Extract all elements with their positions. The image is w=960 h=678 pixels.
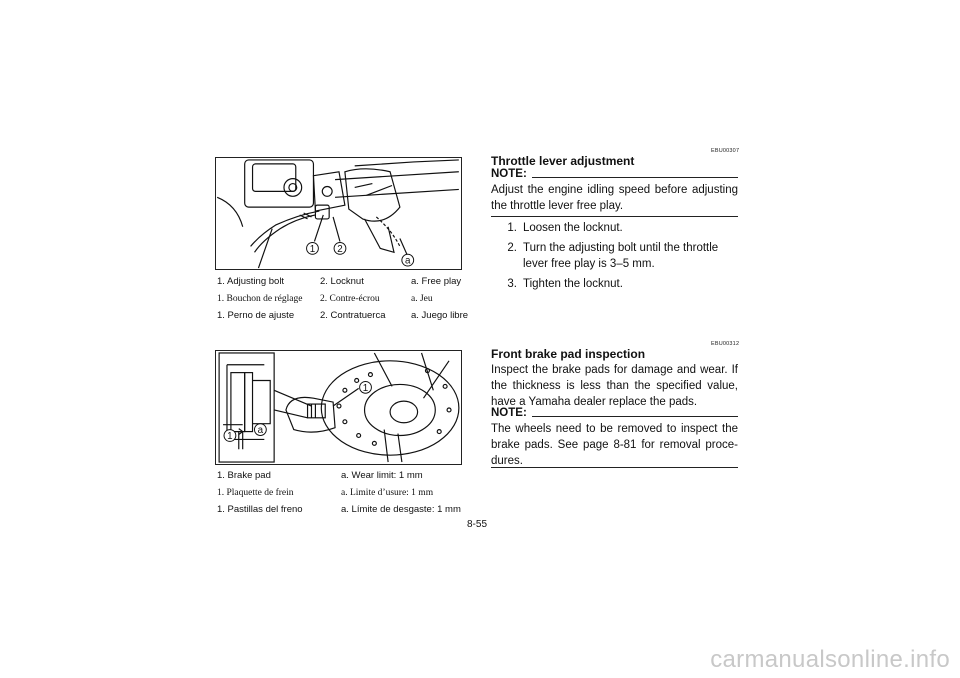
caption-row-en — [217, 273, 467, 290]
note-label: NOTE: — [491, 407, 527, 419]
step-number: 2. — [507, 242, 517, 254]
note-header — [491, 168, 738, 180]
throttle-lever-drawing — [216, 158, 461, 269]
step-number: 3. — [507, 278, 517, 290]
brake-pad-figure-caption — [217, 467, 467, 518]
step-item — [491, 220, 738, 236]
caption-item: a. Jeu — [411, 293, 433, 304]
section-code: EBU00312 — [711, 341, 740, 347]
caption-row-fr — [217, 484, 467, 501]
note-label: NOTE: — [491, 168, 527, 180]
caption-item: 1. Bouchon de réglage — [217, 293, 303, 304]
note-end-rule — [491, 467, 738, 468]
note-rule — [532, 177, 738, 178]
callout-1: 1 — [309, 243, 316, 255]
caption-item: a. Limite d’usure: 1 mm — [341, 487, 434, 498]
caption-row-fr — [217, 290, 467, 307]
step-number: 1. — [507, 222, 517, 234]
caption-item: 2. Locknut — [320, 275, 364, 287]
caption-row-en — [217, 467, 467, 484]
caption-item: 1. Perno de ajuste — [217, 309, 295, 321]
caption-item: a. Juego libre — [411, 309, 469, 321]
note-end-rule — [491, 216, 738, 217]
caption-row-es — [217, 501, 467, 518]
section-body: Inspect the brake pads for damage and wear. If the thickness is less than the specified value, have a Yamaha dealer replace the pads. — [491, 364, 738, 408]
callout-1: 1 — [362, 382, 369, 394]
caption-item: a. Límite de desgaste: 1 mm — [341, 503, 461, 515]
callout-2: 2 — [337, 243, 343, 255]
note-text: Adjust the engine idling speed before adjusting the throttle lever free play. — [491, 184, 738, 212]
callout-a: a — [405, 255, 411, 267]
caption-row-es — [217, 307, 467, 324]
caption-item: 1. Pastillas del freno — [217, 503, 303, 515]
step-item — [491, 276, 738, 292]
section-title-throttle: Throttle lever adjustment — [491, 154, 635, 168]
note-text: The wheels need to be removed to inspect the brake pads. See page 8-81 for removal proce-dures. — [491, 423, 738, 467]
callout-a: a — [257, 425, 264, 437]
caption-item: 1. Brake pad — [217, 469, 271, 481]
caption-item: 1. Plaquette de frein — [217, 487, 294, 498]
step-item — [491, 240, 738, 272]
throttle-lever-illustration — [215, 157, 462, 270]
step-text: Tighten the locknut. — [523, 278, 623, 290]
section-title-brake: Front brake pad inspection — [491, 347, 646, 361]
callout-1: 1 — [227, 430, 233, 442]
caption-item: 2. Contre-écrou — [320, 293, 380, 304]
caption-item: a. Wear limit: 1 mm — [341, 469, 423, 481]
caption-item: a. Free play — [411, 275, 462, 287]
step-text: Loosen the locknut. — [523, 222, 623, 234]
note-header — [491, 407, 738, 419]
page-number: 8-55 — [467, 519, 488, 530]
throttle-figure-caption — [217, 273, 467, 324]
step-text: Turn the adjusting bolt until the throttle lever free play is 3–5 mm. — [523, 242, 719, 270]
note-rule — [532, 416, 738, 417]
section-code: EBU00307 — [711, 148, 740, 154]
brake-pad-drawing — [216, 351, 461, 464]
caption-item: 2. Contratuerca — [320, 309, 386, 321]
site-watermark: carmanualsonline.info — [710, 646, 950, 673]
caption-item: 1. Adjusting bolt — [217, 275, 285, 287]
brake-pad-illustration — [215, 350, 462, 465]
procedure-steps — [491, 220, 738, 296]
